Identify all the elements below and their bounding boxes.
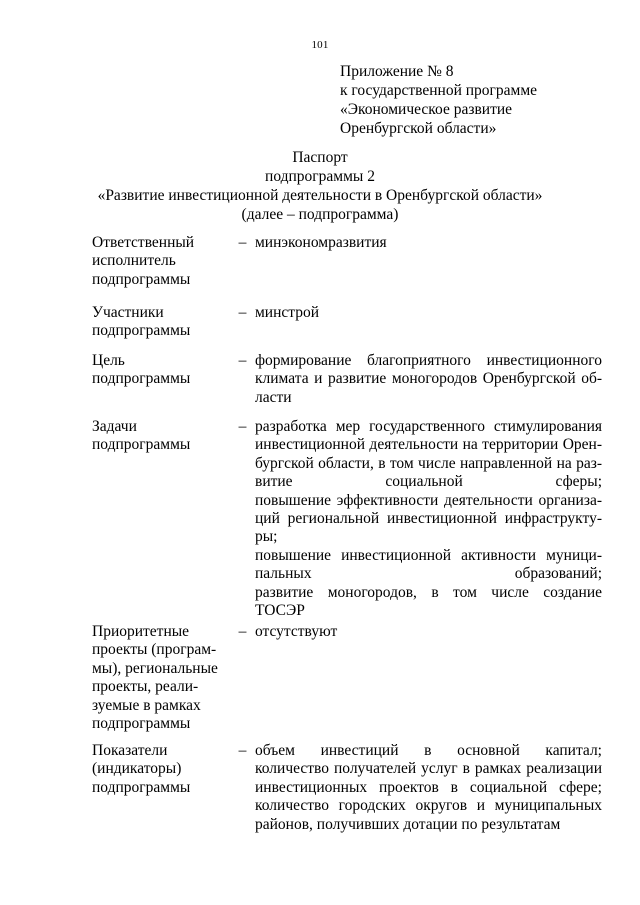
label-line: зуемые в рамках [92, 696, 201, 714]
row-dash: – [238, 352, 247, 369]
label-line: подпрограммы [92, 270, 191, 288]
passport-table [92, 234, 602, 834]
label-line: Показатели [92, 742, 168, 759]
value-line: количество городских округов и муниципальных [255, 797, 602, 815]
label-line: Ответственный [92, 234, 195, 251]
row-label [92, 623, 230, 742]
row-dash: – [238, 623, 247, 640]
value-line: минстрой [255, 304, 320, 321]
label-line: подпрограммы [92, 370, 191, 388]
passport-row-indicators [92, 742, 602, 834]
label-line: исполнитель [92, 252, 176, 270]
page-number: 101 [311, 39, 329, 51]
label-line: Цель [92, 352, 125, 369]
label-line: Участники [92, 304, 164, 321]
title-line: подпрограммы 2 [265, 168, 375, 185]
value-line: разработка мер государственного стимулирования [255, 418, 602, 435]
row-value [255, 352, 602, 418]
appendix-header [340, 62, 537, 138]
title-line: Паспорт [292, 149, 348, 166]
row-value [255, 234, 602, 304]
row-label [92, 352, 230, 418]
value-line: объем инвестиций в основной капитал; [255, 742, 602, 759]
label-line: Задачи [92, 418, 137, 435]
title-line: (далее – подпрограмма) [241, 206, 399, 223]
label-line: подпрограммы [92, 436, 191, 454]
label-line: подпрограммы [92, 715, 191, 733]
label-line: подпрограммы [92, 778, 191, 796]
row-dash: – [238, 418, 247, 435]
label-line: мы), региональные [92, 659, 218, 677]
label-line: Приоритетные [92, 623, 190, 640]
value-line: бургской области, в том числе направленной на раз- [255, 454, 602, 472]
label-line: проекты (програм- [92, 641, 217, 659]
appendix-line: к государственной программе [340, 82, 538, 99]
passport-row-tasks [92, 418, 602, 623]
label-line: подпрограммы [92, 322, 191, 340]
value-line: инвестиционной деятельности на территории Орен- [255, 436, 602, 454]
document-title [0, 148, 640, 224]
value-line: витие социальной сферы; [255, 473, 602, 491]
value-line: ласти [255, 388, 292, 406]
passport-row-goal [92, 352, 602, 418]
value-line: формирование благоприятного инвестиционного [255, 352, 602, 369]
value-line: ры; [255, 528, 278, 546]
row-label [92, 234, 230, 304]
row-value [255, 418, 602, 623]
row-dash: – [238, 234, 247, 251]
value-line: ТОСЭР [255, 602, 305, 620]
passport-row-participants [92, 304, 602, 352]
appendix-line: «Экономическое развитие [340, 101, 513, 118]
title-line: «Развитие инвестиционной деятельности в Оренбургской области» [97, 187, 543, 204]
label-line: (индикаторы) [92, 760, 182, 778]
row-label [92, 742, 230, 834]
row-value [255, 304, 602, 352]
label-line: проекты, реали- [92, 678, 199, 696]
value-line: повышение инвестиционной активности муници- [255, 546, 602, 564]
value-line: отсутствуют [255, 623, 338, 640]
row-label [92, 304, 230, 352]
appendix-line: Оренбургской области» [340, 120, 497, 137]
row-dash: – [238, 304, 247, 321]
row-value [255, 742, 602, 834]
value-line: повышение эффективности деятельности организа- [255, 491, 602, 509]
row-label [92, 418, 230, 623]
passport-row-priority-projects [92, 623, 602, 742]
row-value [255, 623, 602, 742]
value-line: развитие моногородов, в том числе создание [255, 583, 602, 601]
row-dash: – [238, 742, 247, 759]
value-line: районов, получивших дотации по результатам [255, 815, 561, 833]
value-line: количество получателей услуг в рамках реализации [255, 760, 602, 778]
value-line: инвестиционных проектов в социальной сфере; [255, 778, 602, 796]
appendix-line: Приложение № 8 [340, 63, 454, 80]
value-line: климата и развитие моногородов Оренбургской об- [255, 370, 602, 388]
value-line: ций региональной инвестиционной инфраструкту- [255, 510, 602, 528]
passport-row-responsible [92, 234, 602, 304]
value-line: пальных образований; [255, 565, 602, 583]
value-line: минэкономразвития [255, 234, 387, 251]
